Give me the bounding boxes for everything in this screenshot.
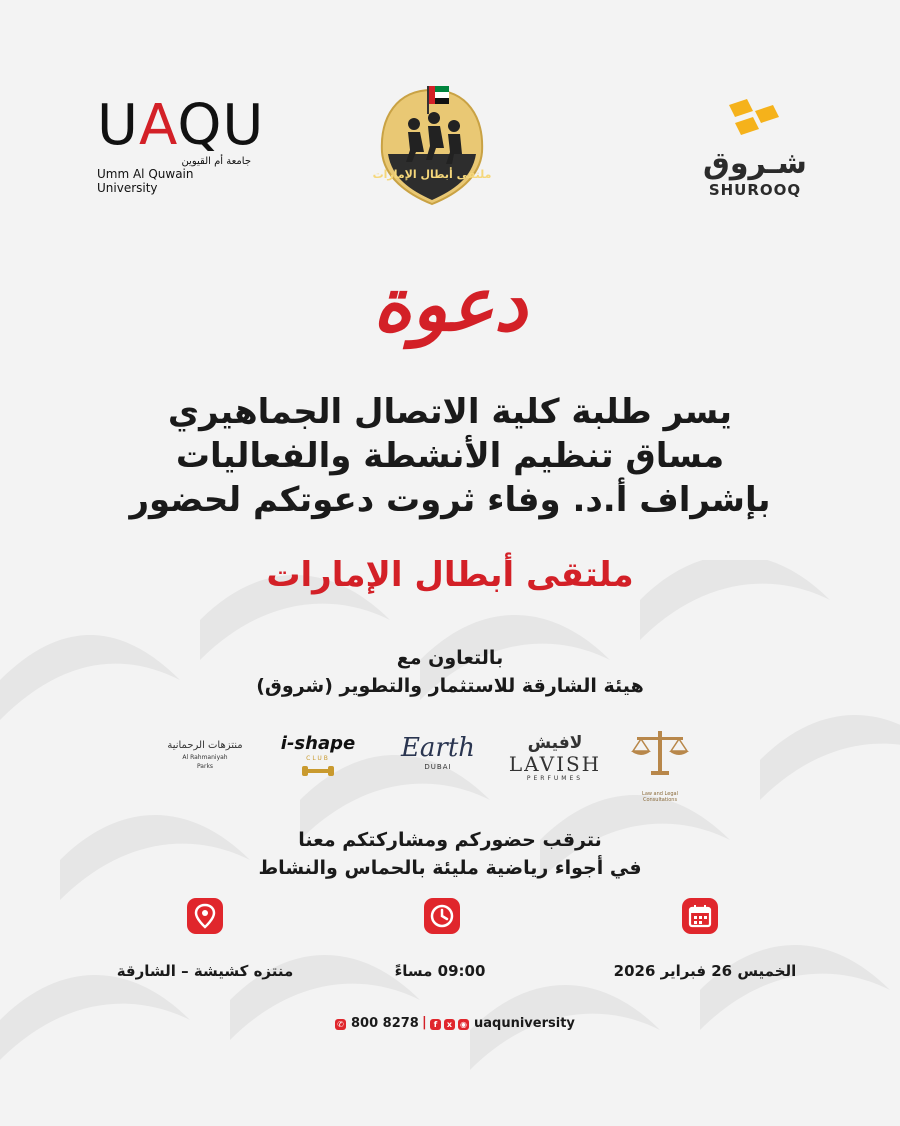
- event-date: الخميس 26 فبراير 2026: [613, 962, 797, 980]
- event-time: 09:00 مساءً: [394, 962, 486, 980]
- sponsor-lavish-arabic: لافيش: [527, 733, 583, 753]
- location-pin-icon: [187, 898, 223, 934]
- event-emblem-text: ملتقى أبطال الإمارات: [372, 168, 492, 181]
- footer-handle[interactable]: uaquniversity: [474, 1016, 575, 1031]
- body-line-1: يسر طلبة كلية الاتصال الجماهيري: [167, 392, 733, 432]
- sponsor-ishape-logo: [272, 733, 364, 784]
- cooperation-label: بالتعاون مع: [396, 647, 504, 669]
- sponsor-lavish-logo: [505, 733, 605, 782]
- dumbbell-icon: [298, 762, 338, 780]
- event-location: منتزه كشيشة – الشارقة: [116, 962, 294, 980]
- shurooq-arabic: شـروق: [703, 146, 807, 181]
- body-line-2: مساق تنظيم الأنشطة والفعاليات: [175, 436, 725, 476]
- phone-icon: ✆: [335, 1019, 346, 1030]
- uaqu-english-name: Umm Al Quwain University: [97, 167, 194, 195]
- sponsor-ishape-english: i-shape: [280, 733, 356, 754]
- sponsors-row: [160, 725, 720, 803]
- sponsor-earth-sub: DUBAI: [424, 763, 452, 771]
- sponsor-lavish-english: LAVISH: [508, 752, 602, 776]
- calendar-icon: [682, 898, 718, 934]
- facebook-icon[interactable]: f: [430, 1019, 441, 1030]
- sponsor-earth-english: Earth: [400, 733, 476, 763]
- footer-phone[interactable]: 800 8278: [351, 1016, 419, 1031]
- scales-of-justice-icon: [627, 725, 693, 787]
- uaqu-wordmark: UAQU: [97, 93, 265, 158]
- x-icon[interactable]: x: [444, 1019, 455, 1030]
- welcome-line-2: في أجواء رياضية مليئة بالحماس والنشاط: [258, 857, 642, 879]
- clock-icon: [424, 898, 460, 934]
- uaqu-logo: [97, 93, 265, 195]
- sponsor-ishape-sub: CLUB: [306, 755, 330, 762]
- cooperation-partner: هيئة الشارقة للاستثمار والتطوير (شروق): [256, 675, 644, 697]
- sponsor-law-name: Law and Legal Consultations: [642, 791, 678, 803]
- welcome-line-1: نترقب حضوركم ومشاركتكم معنا: [298, 829, 602, 851]
- footer-contacts: [335, 1016, 575, 1038]
- instagram-icon[interactable]: ◉: [458, 1019, 469, 1030]
- shurooq-logo: [700, 97, 810, 199]
- sponsor-earth-logo: [393, 733, 483, 771]
- footer-separator: |: [422, 1015, 427, 1030]
- sponsor-parks-english1: Al Rahmaniyah: [182, 754, 228, 761]
- event-emblem-logo: [372, 82, 492, 207]
- sponsor-parks-arabic: منتزهات الرحمانية: [167, 740, 243, 751]
- sponsor-law-logo: [625, 725, 695, 803]
- shurooq-english: SHUROOQ: [708, 181, 802, 199]
- body-line-3: بإشراف أ.د. وفاء ثروت دعوتكم لحضور: [129, 480, 771, 520]
- invitation-title: دعوة: [372, 262, 528, 348]
- uaqu-arabic-name: جامعة أم القيوين: [181, 156, 251, 167]
- sponsor-lavish-sub: PERFUMES: [526, 775, 584, 782]
- event-name: ملتقى أبطال الإمارات: [266, 555, 634, 595]
- sponsor-parks-logo: [160, 739, 250, 771]
- sponsor-parks-english2: Parks: [196, 763, 214, 770]
- shurooq-mark-icon: [725, 97, 785, 141]
